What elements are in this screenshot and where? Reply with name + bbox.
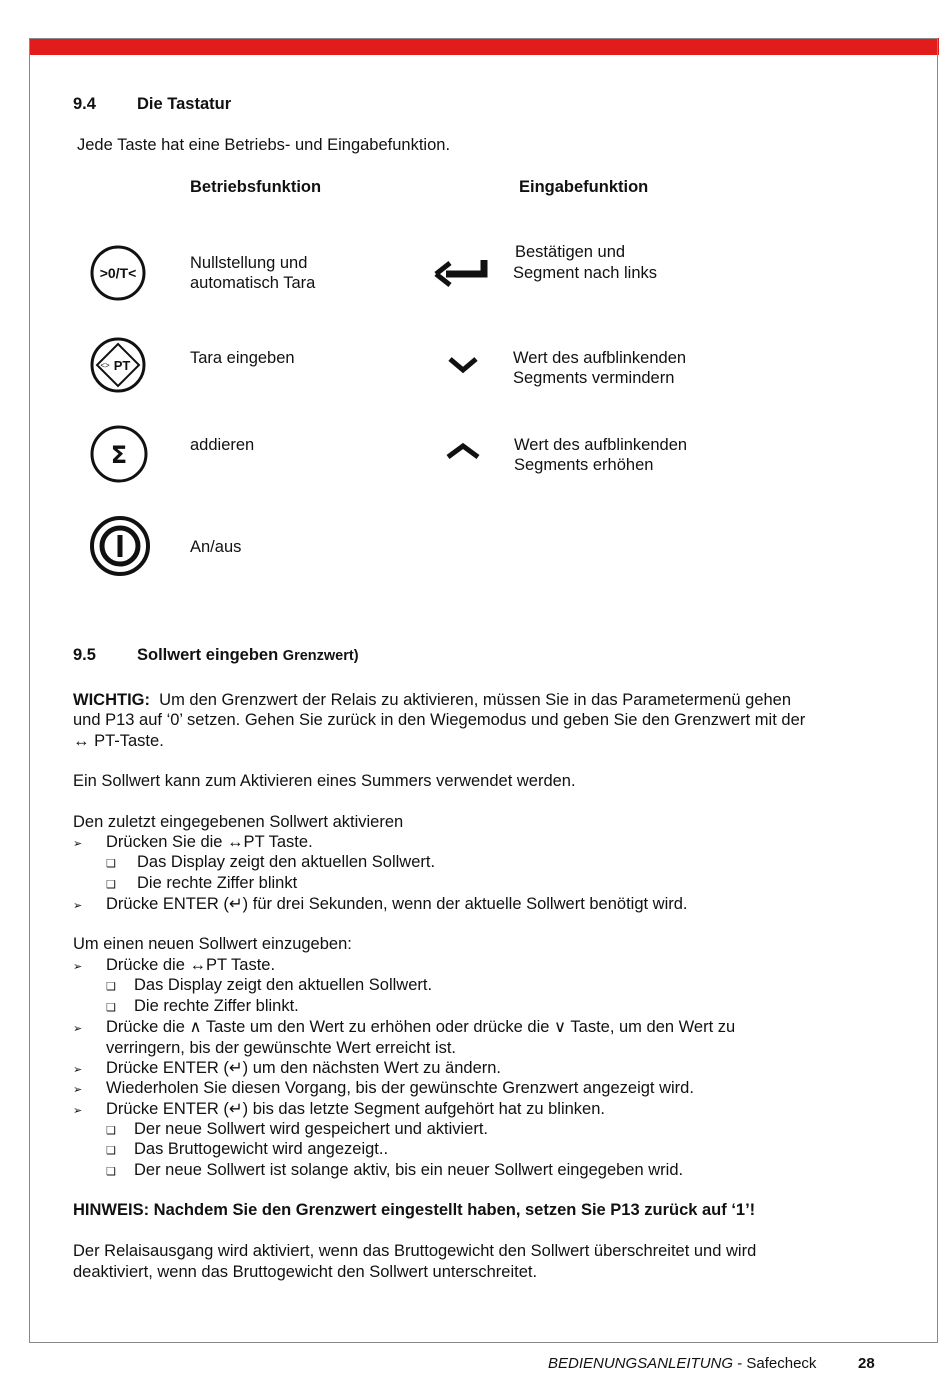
list-subitem xyxy=(106,1160,684,1183)
arrow-bullet-icon: ➢ xyxy=(73,900,83,912)
key1-eingabe-line2: Segment nach links xyxy=(513,264,657,282)
down-chevron-icon xyxy=(447,356,479,374)
list-item-text: Drücke ENTER (↵) für drei Sekunden, wenn der aktuelle Sollwert benötigt wird. xyxy=(106,895,688,913)
key2-betrieb: Tara eingeben xyxy=(190,349,295,367)
list-subitem-text: Die rechte Ziffer blinkt. xyxy=(134,997,299,1015)
page-number: 28 xyxy=(858,1355,875,1372)
list-item xyxy=(73,1078,694,1101)
arrow-bullet-icon: ➢ xyxy=(73,1023,83,1035)
key3-eingabe-line2: Segments erhöhen xyxy=(514,456,654,474)
list-item xyxy=(73,955,276,978)
new-setpoint-heading: Um einen neuen Sollwert einzugeben: xyxy=(73,935,352,953)
square-bullet-icon: ❑ xyxy=(106,1125,116,1137)
list-item xyxy=(73,832,313,855)
key3-eingabe-line1: Wert des aufblinkenden xyxy=(514,436,688,454)
preset-tare-key-label: PT xyxy=(113,358,131,373)
last-setpoint-heading: Den zuletzt eingegebenen Sollwert aktivieren xyxy=(73,813,404,831)
section-title-main: Sollwert eingeben xyxy=(137,646,279,664)
list-subitem xyxy=(106,852,436,875)
wichtig-text: Um den Grenzwert der Relais zu aktivieren, müssen Sie in das Parametermenü gehen xyxy=(159,691,792,709)
up-chevron-icon xyxy=(445,442,481,460)
section-number: 9.4 xyxy=(73,95,96,113)
section-number: 9.5 xyxy=(73,646,96,664)
arrow-bullet-icon: ➢ xyxy=(73,1105,83,1117)
arrow-bullet-icon: ➢ xyxy=(73,1084,83,1096)
list-subitem xyxy=(106,1139,389,1162)
list-item xyxy=(73,1017,736,1040)
intro-text: Jede Taste hat eine Betriebs- und Eingabefunktion. xyxy=(77,136,451,154)
key1-eingabe-line1: Bestätigen und xyxy=(515,243,626,261)
list-subitem-text: Das Display zeigt den aktuellen Sollwert. xyxy=(137,853,436,871)
column-header-betrieb: Betriebsfunktion xyxy=(190,178,322,196)
arrow-bullet-icon: ➢ xyxy=(73,1064,83,1076)
list-item-text: Drücke ENTER (↵) um den nächsten Wert zu ändern. xyxy=(106,1059,502,1077)
svg-text:<>: <> xyxy=(100,361,110,370)
key1-betrieb-line2: automatisch Tara xyxy=(190,274,316,292)
list-item xyxy=(73,1099,605,1122)
key1-betrieb-line1: Nullstellung und xyxy=(190,254,308,272)
list-item-text: Drücke die ∧ Taste um den Wert zu erhöhen oder drücke die ∨ Taste, um den Wert zu xyxy=(106,1018,736,1036)
wichtig-label: WICHTIG: xyxy=(73,691,150,709)
zero-tare-key-icon xyxy=(89,244,147,302)
key2-eingabe-line2: Segments vermindern xyxy=(513,369,675,387)
square-bullet-icon: ❑ xyxy=(106,858,116,870)
section-title: Die Tastatur xyxy=(137,95,232,113)
column-header-eingabe: Eingabefunktion xyxy=(519,178,649,196)
square-bullet-icon: ❑ xyxy=(106,1145,116,1157)
list-subitem-text: Das Bruttogewicht wird angezeigt.. xyxy=(134,1140,389,1158)
list-item-text: Drücke ENTER (↵) bis das letzte Segment aufgehört hat zu blinken. xyxy=(106,1100,605,1118)
sum-key-label: Σ xyxy=(110,441,128,469)
list-subitem xyxy=(106,975,433,998)
list-item xyxy=(73,894,688,917)
list-subitem-text: Die rechte Ziffer blinkt xyxy=(137,874,298,892)
footer-product-name: Safecheck xyxy=(746,1355,817,1372)
relais-line1: Der Relaisausgang wird aktiviert, wenn das Bruttogewicht den Sollwert überschreitet und wird xyxy=(73,1242,757,1260)
list-subitem xyxy=(106,996,299,1019)
footer-separator: - xyxy=(733,1355,747,1372)
arrow-bullet-icon: ➢ xyxy=(73,961,83,973)
square-bullet-icon: ❑ xyxy=(106,879,116,891)
zero-tare-key-label: >0/T< xyxy=(99,265,137,281)
hinweis-note: HINWEIS: Nachdem Sie den Grenzwert eingestellt haben, setzen Sie P13 zurück auf ‘1’! xyxy=(73,1201,756,1219)
power-key-icon xyxy=(89,515,151,577)
key4-betrieb: An/aus xyxy=(190,538,242,556)
sum-key-icon xyxy=(89,424,149,484)
list-subitem xyxy=(106,873,298,896)
list-item-text: Wiederholen Sie diesen Vorgang, bis der gewünschte Grenzwert angezeigt wird. xyxy=(106,1079,694,1097)
preset-tare-key-icon xyxy=(89,336,147,394)
footer-manual-label: BEDIENUNGSANLEITUNG xyxy=(548,1355,734,1372)
square-bullet-icon: ❑ xyxy=(106,1002,116,1014)
list-subitem-text: Der neue Sollwert ist solange aktiv, bis ein neuer Sollwert eingegeben wrid. xyxy=(134,1161,684,1179)
summer-text: Ein Sollwert kann zum Aktivieren eines Summers verwendet werden. xyxy=(73,772,576,790)
list-item-text: Drücke die ↔PT Taste. xyxy=(106,956,276,974)
square-bullet-icon: ❑ xyxy=(106,981,116,993)
key3-betrieb: addieren xyxy=(190,436,255,454)
square-bullet-icon: ❑ xyxy=(106,1166,116,1178)
wichtig-line3: ↔ PT-Taste. xyxy=(73,732,164,750)
wichtig-line2: und P13 auf ‘0’ setzen. Gehen Sie zurück in den Wiegemodus und geben Sie den Grenzwert mit der xyxy=(73,711,806,729)
relais-line2: deaktiviert, wenn das Bruttogewicht den Sollwert unterschreitet. xyxy=(73,1263,538,1281)
section-title-small: Grenzwert) xyxy=(282,648,359,664)
list-subitem-text: Der neue Sollwert wird gespeichert und aktiviert. xyxy=(134,1120,489,1138)
list-item-text: Drücken Sie die ↔PT Taste. xyxy=(106,833,313,851)
section-title xyxy=(137,645,359,667)
list-subitem-text: Das Display zeigt den aktuellen Sollwert. xyxy=(134,976,433,994)
footer-document-title xyxy=(548,1355,816,1372)
enter-arrow-icon xyxy=(432,256,490,288)
wichtig-line1 xyxy=(73,690,791,711)
key2-eingabe-line1: Wert des aufblinkenden xyxy=(513,349,687,367)
arrow-bullet-icon: ➢ xyxy=(73,838,83,850)
list-item-continuation: verringern, bis der gewünschte Wert erreicht ist. xyxy=(106,1039,457,1057)
